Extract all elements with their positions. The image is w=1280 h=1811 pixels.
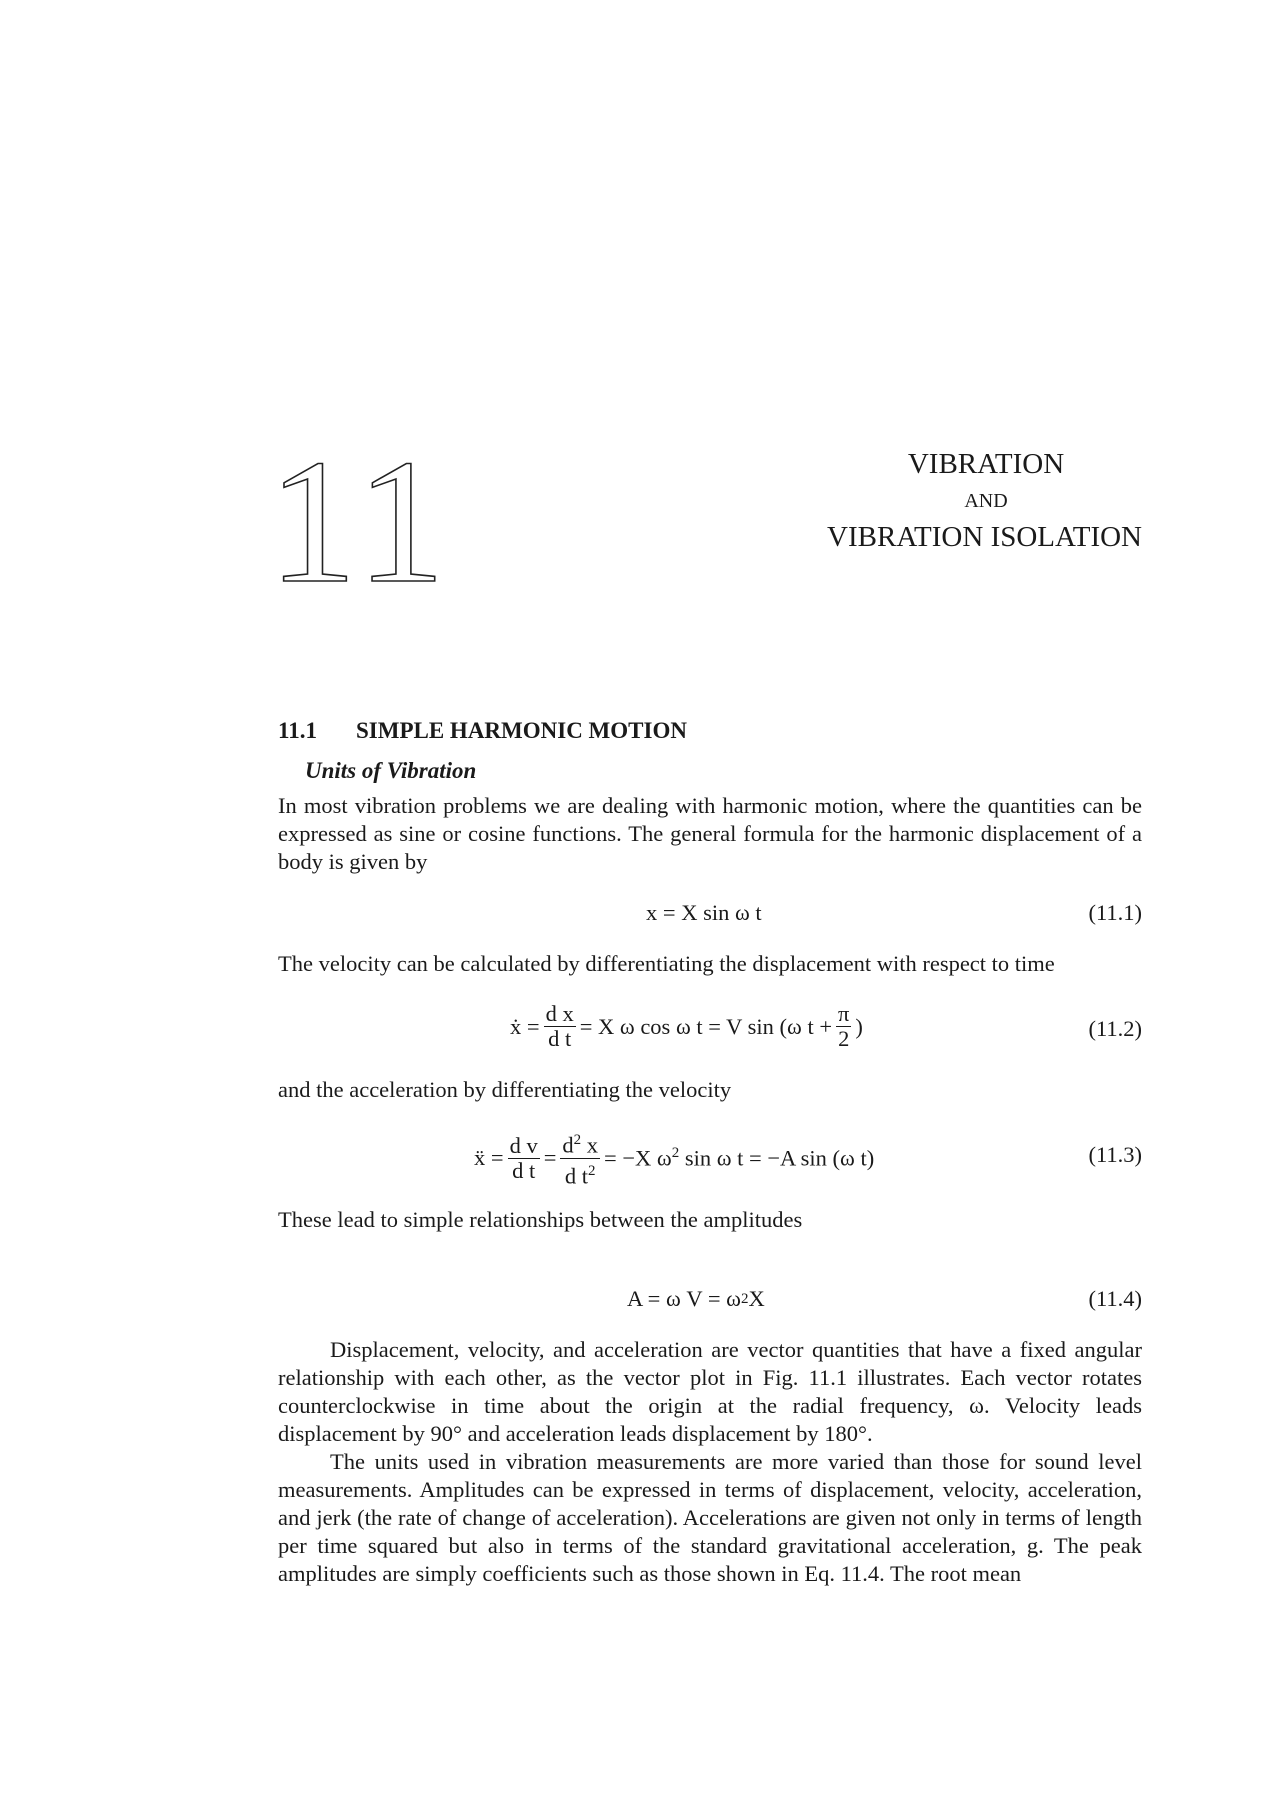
equation-body bbox=[510, 1002, 863, 1051]
equation-close: ) bbox=[855, 1013, 863, 1039]
rhs-part: = −X ω bbox=[604, 1145, 672, 1171]
section-number: 11.1 bbox=[278, 718, 317, 743]
fraction-denominator: d t bbox=[548, 1026, 572, 1051]
denominator-base: d t bbox=[564, 1163, 589, 1188]
equation-part: A = ω V = ω bbox=[627, 1286, 741, 1311]
equation-11-1 bbox=[278, 900, 1142, 940]
equation-number: (11.2) bbox=[1088, 1016, 1142, 1041]
equation-body bbox=[627, 1286, 765, 1312]
fraction bbox=[508, 1134, 540, 1183]
fraction bbox=[560, 1128, 600, 1188]
equation-part: X bbox=[748, 1286, 765, 1311]
equation-number: (11.4) bbox=[1088, 1286, 1142, 1311]
equation-body bbox=[474, 1128, 874, 1188]
equation-11-3 bbox=[278, 1124, 1142, 1190]
fraction bbox=[836, 1002, 851, 1051]
paragraph: and the acceleration by differentiating the velocity bbox=[278, 1077, 732, 1102]
subsection-heading: Units of Vibration bbox=[305, 758, 477, 783]
equation-number: (11.3) bbox=[1088, 1142, 1142, 1167]
fraction-numerator bbox=[560, 1128, 600, 1159]
equation-11-4 bbox=[278, 1286, 1142, 1326]
numerator-exponent: 2 bbox=[573, 1132, 582, 1148]
numerator-base: d bbox=[562, 1132, 574, 1158]
fraction-numerator: d x bbox=[545, 1001, 574, 1026]
section-heading bbox=[278, 718, 687, 744]
equation-exponent: 2 bbox=[740, 1290, 749, 1307]
paragraph: In most vibration problems we are dealing with harmonic motion, where the quantities can be expressed as sine or cosine functions. The general formula for the harmonic displacement of a body is given by bbox=[278, 793, 1142, 874]
paragraph: Displacement, velocity, and acceleration are vector quantities that have a fixed angular relationship with each other, as the vector plot in Fig. 11.1 illustrates. Each vector rotates counterclockwise in time about the origin at the radial frequency, ω. Velocity leads displacement by 90° and acceleration leads displacement by 180°. bbox=[278, 1337, 1142, 1446]
chapter-title bbox=[700, 450, 1142, 554]
fraction-numerator: π bbox=[838, 1001, 850, 1026]
denominator-exponent: 2 bbox=[588, 1162, 596, 1179]
section-title: SIMPLE HARMONIC MOTION bbox=[356, 718, 687, 743]
paragraph: The velocity can be calculated by differentiating the displacement with respect to time bbox=[278, 951, 1055, 976]
equation-rhs bbox=[604, 1145, 874, 1172]
chapter-title-line1: VIBRATION bbox=[907, 448, 1065, 480]
equals-sign: = bbox=[543, 1145, 557, 1170]
equation-lhs: ẍ = bbox=[474, 1145, 504, 1170]
fraction bbox=[544, 1002, 576, 1051]
numerator-tail: x bbox=[581, 1132, 599, 1158]
fraction-numerator: d v bbox=[509, 1132, 538, 1158]
chapter-title-line2: VIBRATION ISOLATION bbox=[827, 521, 1142, 553]
fraction-denominator: 2 bbox=[838, 1026, 850, 1051]
chapter-number: 11 bbox=[268, 422, 452, 620]
equation-number: (11.1) bbox=[1088, 900, 1142, 925]
paragraph: These lead to simple relationships between the amplitudes bbox=[278, 1207, 803, 1232]
equation-11-2 bbox=[278, 998, 1142, 1064]
fraction-denominator bbox=[565, 1159, 596, 1189]
equation-lhs: ẋ = bbox=[510, 1013, 540, 1039]
equation-middle: = X ω cos ω t = V sin (ω t + bbox=[579, 1013, 833, 1039]
paragraph: The units used in vibration measurements are more varied than those for sound level measurements. Amplitudes can be expressed in terms of displacement, velocity, acceleration, and jerk (the rate of change of acceleration). Accelerations are given not only in terms of length per time squared but also in terms of the standard gravitational acceleration, g. The peak amplitudes are simply coefficients such as those shown in Eq. 11.4. The root mean bbox=[278, 1449, 1142, 1586]
rhs-exponent: 2 bbox=[671, 1144, 680, 1161]
chapter-title-and: AND bbox=[964, 490, 1008, 512]
equation-body: x = X sin ω t bbox=[646, 900, 762, 925]
fraction-denominator: d t bbox=[512, 1157, 536, 1183]
rhs-part: sin ω t = −A sin (ω t) bbox=[679, 1145, 875, 1171]
